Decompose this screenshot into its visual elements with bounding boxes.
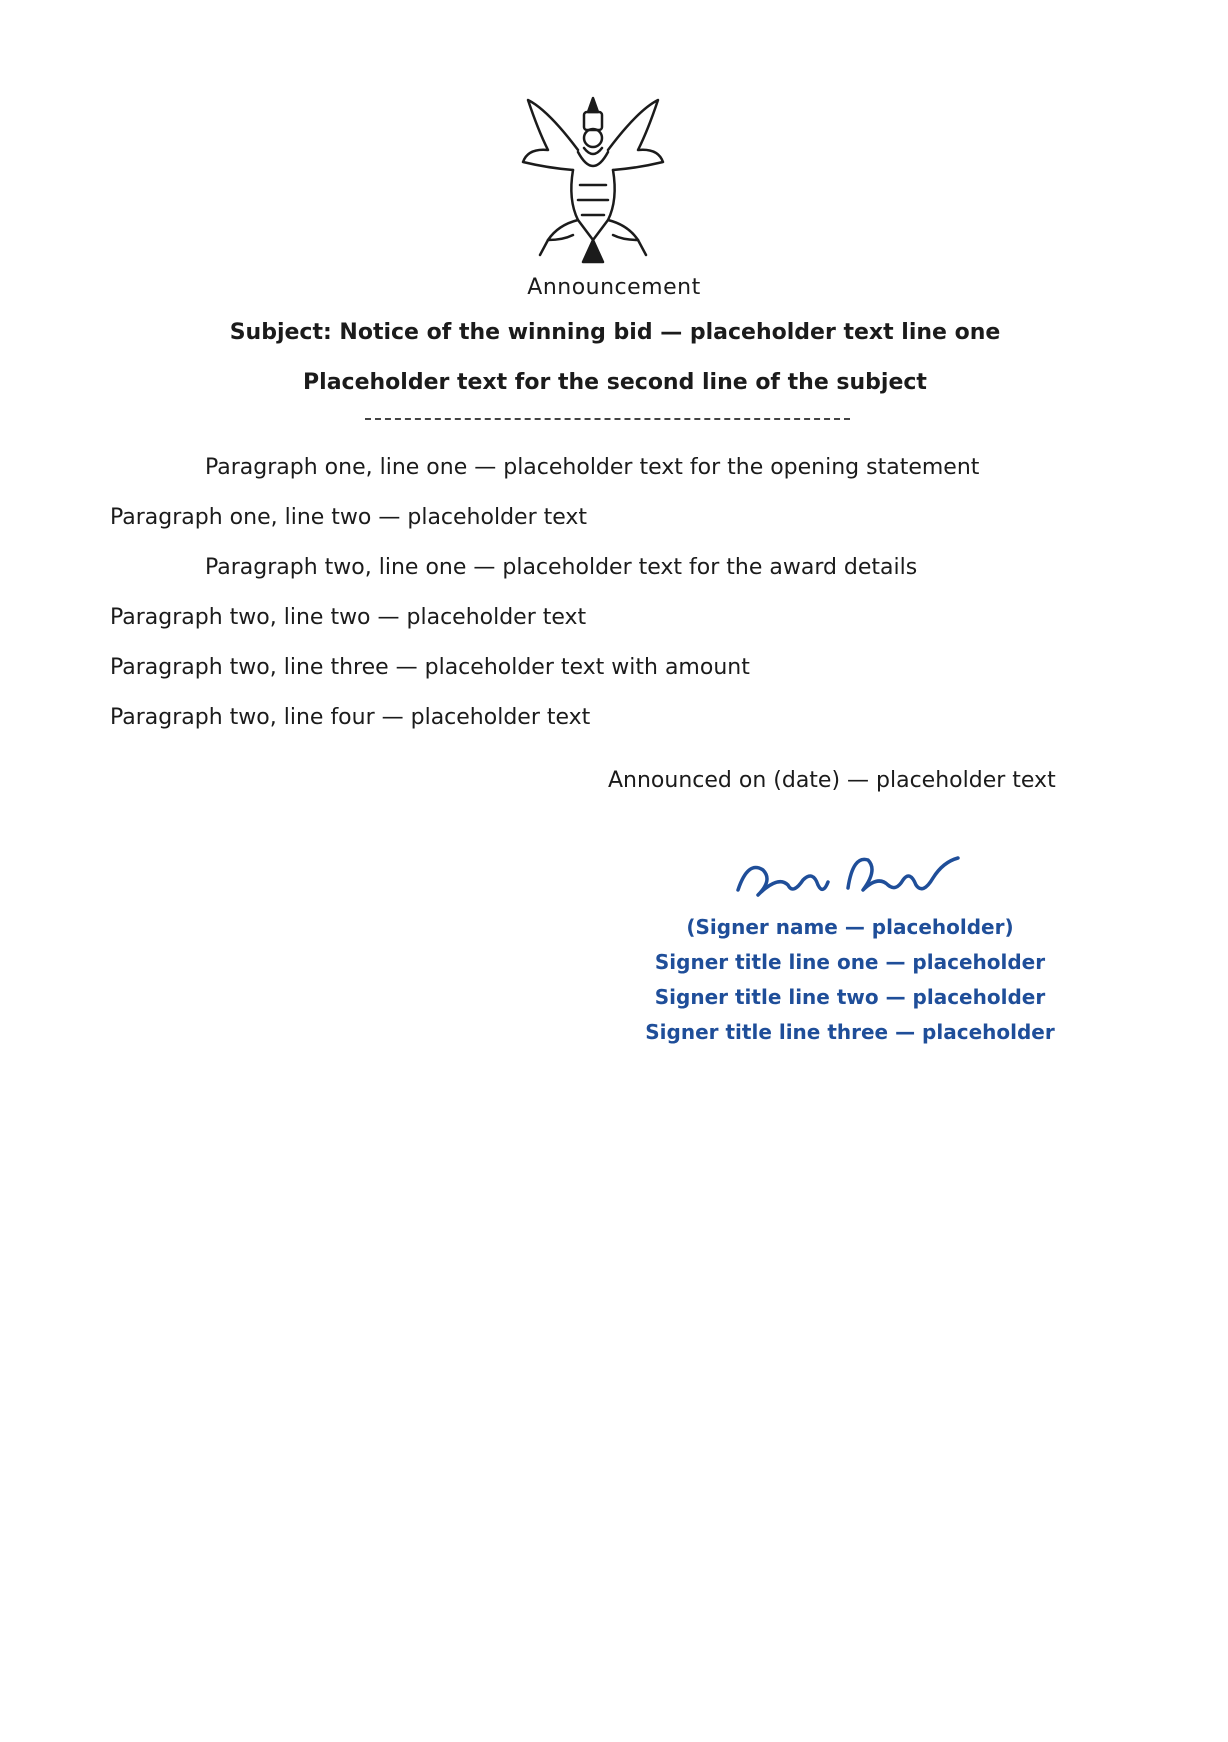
signer-title-1: Signer title line one — placeholder (654, 950, 1046, 974)
signer-name: (Signer name — placeholder) (686, 915, 1014, 939)
garuda-emblem (518, 90, 668, 270)
signer-title-3: Signer title line three — placeholder (645, 1020, 1055, 1044)
subject-line-1: Subject: Notice of the winning bid — placeholder text line one (229, 320, 1001, 345)
date-line: Announced on (date) — placeholder text (608, 768, 1056, 793)
signer-title-2: Signer title line two — placeholder (654, 985, 1046, 1009)
paragraph-1-line-2: Paragraph one, line two — placeholder text (110, 505, 588, 530)
paragraph-1-line-1: Paragraph one, line one — placeholder text for the opening statement (205, 455, 980, 480)
paragraph-2-line-1: Paragraph two, line one — placeholder text for the award details (205, 555, 918, 580)
paragraph-2-line-4: Paragraph two, line four — placeholder text (110, 705, 591, 730)
announcement-heading: Announcement (527, 275, 701, 300)
subject-line-2: Placeholder text for the second line of the subject (303, 370, 927, 395)
paragraph-2-line-3: Paragraph two, line three — placeholder text with amount (110, 655, 750, 680)
divider (365, 418, 850, 420)
paragraph-2-line-2: Paragraph two, line two — placeholder text (110, 605, 587, 630)
signature (728, 840, 968, 910)
